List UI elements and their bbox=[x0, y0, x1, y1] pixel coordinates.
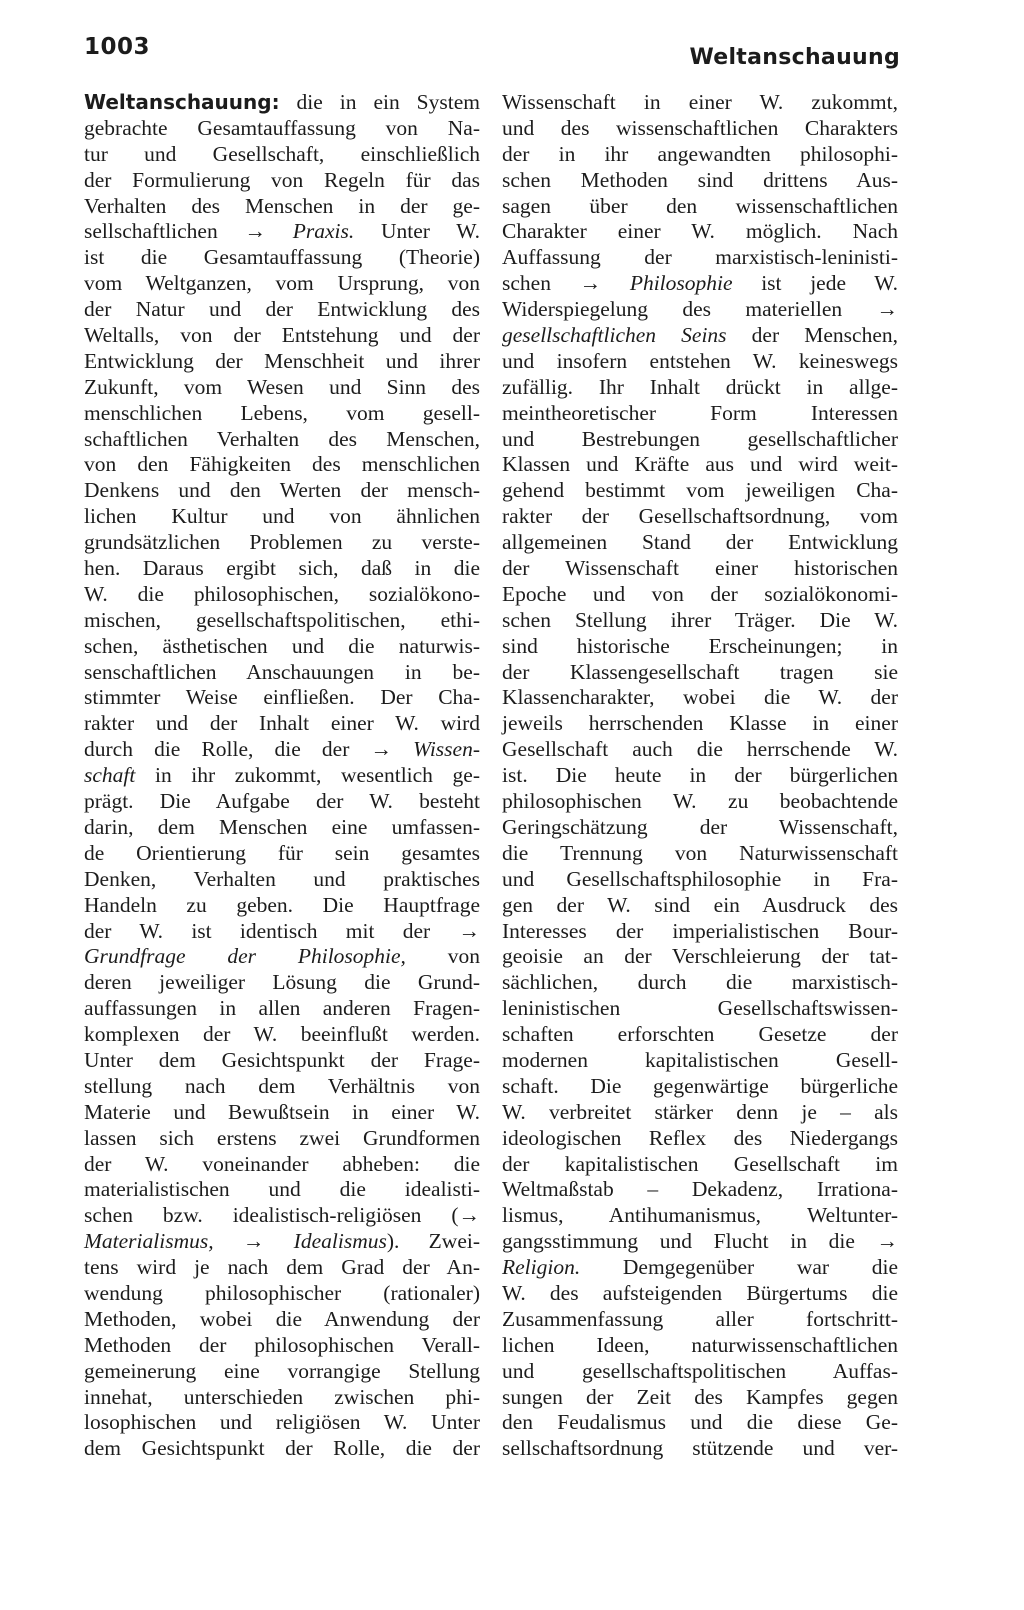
text-segment: tens wird je nach dem Grad der An- bbox=[84, 1255, 480, 1280]
text-line bbox=[502, 427, 898, 453]
text-segment: der W. ist identisch mit der → bbox=[84, 918, 480, 943]
text-segment: lichen Kultur und von ähnlichen bbox=[84, 504, 480, 529]
text-line bbox=[502, 867, 898, 893]
text-segment: Weltmaßstab – Dekadenz, Irrationa- bbox=[502, 1177, 898, 1202]
text-segment: deren jeweiliger Lösung die Grund- bbox=[84, 970, 480, 995]
text-line bbox=[502, 1177, 898, 1203]
text-line bbox=[84, 168, 480, 194]
text-segment: den Feudalismus und die diese Ge- bbox=[502, 1410, 898, 1435]
text-segment: der Menschen, bbox=[726, 323, 898, 348]
text-segment: Interesses der imperialistischen Bour- bbox=[502, 918, 898, 943]
text-segment: vom Weltganzen, vom Ursprung, von bbox=[84, 271, 480, 296]
text-segment: komplexen der W. beeinflußt werden. bbox=[84, 1022, 480, 1047]
text-line bbox=[84, 789, 480, 815]
text-segment: und insofern entstehen W. keineswegs bbox=[502, 348, 898, 373]
text-line bbox=[84, 245, 480, 271]
text-segment: gen der W. sind ein Ausdruck des bbox=[502, 892, 898, 917]
text-line bbox=[84, 1126, 480, 1152]
text-line bbox=[502, 375, 898, 401]
text-segment: prägt. Die Aufgabe der W. besteht bbox=[84, 789, 480, 814]
text-line bbox=[84, 1385, 480, 1411]
text-segment: Zukunft, vom Wesen und Sinn des bbox=[84, 374, 480, 399]
text-line bbox=[84, 1359, 480, 1385]
text-segment: lassen sich erstens zwei Grundformen bbox=[84, 1125, 480, 1150]
text-segment: gehend bestimmt vom jeweiligen Cha- bbox=[502, 478, 898, 503]
text-segment: schaft. Die gegenwärtige bürgerliche bbox=[502, 1073, 898, 1098]
text-segment: lismus, Antihumanismus, Weltunter- bbox=[502, 1203, 898, 1228]
text-segment: Geringschätzung der Wissenschaft, bbox=[502, 814, 898, 839]
text-line bbox=[502, 970, 898, 996]
cross-reference: Idealismus bbox=[293, 1229, 387, 1254]
text-line bbox=[84, 1152, 480, 1178]
text-line bbox=[84, 271, 480, 297]
text-segment: hen. Daraus ergibt sich, daß in die bbox=[84, 556, 480, 581]
text-line bbox=[84, 944, 480, 970]
text-line bbox=[84, 1177, 480, 1203]
text-segment: grundsätzlichen Problemen zu verste- bbox=[84, 530, 480, 555]
text-segment: Wissenschaft in einer W. zukommt, bbox=[502, 90, 898, 114]
text-line bbox=[502, 919, 898, 945]
text-line bbox=[84, 219, 480, 245]
text-segment: der Wissenschaft einer historischen bbox=[502, 556, 898, 581]
text-line bbox=[502, 1022, 898, 1048]
cross-reference: Grundfrage der Philosophie, bbox=[84, 944, 406, 969]
text-segment: sagen über den wissenschaftlichen bbox=[502, 193, 898, 218]
text-segment: de Orientierung für sein gesamtes bbox=[84, 840, 480, 865]
text-line bbox=[84, 556, 480, 582]
text-segment: der Natur und der Entwicklung des bbox=[84, 297, 480, 322]
text-segment: leninistischen Gesellschaftswissen- bbox=[502, 996, 898, 1021]
text-line bbox=[84, 349, 480, 375]
text-line bbox=[84, 478, 480, 504]
text-segment: schen bzw. idealistisch-religiösen (→ bbox=[84, 1203, 480, 1228]
text-line bbox=[84, 452, 480, 478]
text-segment: zufällig. Ihr Inhalt drückt in allge- bbox=[502, 374, 898, 399]
text-line bbox=[502, 841, 898, 867]
text-segment: sächlichen, durch die marxistisch- bbox=[502, 970, 898, 995]
text-segment: Weltalls, von der Entstehung und der bbox=[84, 323, 480, 348]
text-segment: rakter und der Inhalt einer W. wird bbox=[84, 711, 480, 736]
running-head: Weltanschauung bbox=[689, 45, 900, 70]
text-line bbox=[84, 1307, 480, 1333]
text-line bbox=[502, 194, 898, 220]
text-segment: geoisie an der Verschleierung der tat- bbox=[502, 944, 898, 969]
text-segment: philosophischen W. zu beobachtende bbox=[502, 789, 898, 814]
text-segment: menschlichen Lebens, vom gesell- bbox=[84, 400, 480, 425]
text-segment: der W. voneinander abheben: die bbox=[84, 1151, 480, 1176]
text-segment: sungen der Zeit des Kampfes gegen bbox=[502, 1384, 898, 1409]
text-line bbox=[84, 608, 480, 634]
text-line bbox=[84, 867, 480, 893]
text-line bbox=[502, 1281, 898, 1307]
text-line bbox=[84, 1048, 480, 1074]
text-segment: gangsstimmung und Flucht in die → bbox=[502, 1229, 898, 1254]
text-segment: in ihr zukommt, wesentlich ge- bbox=[135, 763, 480, 788]
text-segment: Verhalten des Menschen in der ge- bbox=[84, 193, 480, 218]
text-line bbox=[502, 634, 898, 660]
text-line bbox=[84, 530, 480, 556]
text-segment: innehat, unterschieden zwischen phi- bbox=[84, 1384, 480, 1409]
text-column-right bbox=[502, 90, 898, 1462]
text-line bbox=[84, 427, 480, 453]
text-line bbox=[502, 90, 898, 116]
text-line bbox=[502, 944, 898, 970]
text-segment: → bbox=[213, 1229, 294, 1254]
text-line bbox=[502, 1255, 898, 1281]
text-segment: schen → bbox=[502, 271, 630, 296]
text-segment: sellschaftlichen → bbox=[84, 219, 293, 244]
text-line bbox=[84, 737, 480, 763]
text-segment: dem Gesichtspunkt der Rolle, die der bbox=[84, 1436, 480, 1461]
text-line bbox=[502, 893, 898, 919]
text-line bbox=[502, 737, 898, 763]
text-line bbox=[502, 245, 898, 271]
text-line bbox=[502, 1307, 898, 1333]
text-line bbox=[502, 1203, 898, 1229]
text-segment: Zusammenfassung aller fortschritt- bbox=[502, 1306, 898, 1331]
text-line bbox=[84, 893, 480, 919]
text-line bbox=[502, 168, 898, 194]
text-segment: materialistischen und die idealisti- bbox=[84, 1177, 480, 1202]
text-line bbox=[84, 582, 480, 608]
text-line bbox=[84, 1333, 480, 1359]
text-line bbox=[502, 608, 898, 634]
text-segment: Demgegenüber war die bbox=[580, 1255, 898, 1280]
text-segment: schen, ästhetischen und die naturwis- bbox=[84, 633, 480, 658]
text-line bbox=[502, 219, 898, 245]
text-line bbox=[502, 1152, 898, 1178]
text-segment: allgemeinen Stand der Entwicklung bbox=[502, 530, 898, 555]
text-line bbox=[502, 996, 898, 1022]
text-segment: ist. Die heute in der bürgerlichen bbox=[502, 763, 898, 788]
text-segment: senschaftlichen Anschauungen in be- bbox=[84, 659, 480, 684]
text-segment: auffassungen in allen anderen Fragen- bbox=[84, 996, 480, 1021]
text-segment: und Gesellschaftsphilosophie in Fra- bbox=[502, 866, 898, 891]
text-segment: Denkens und den Werten der mensch- bbox=[84, 478, 480, 503]
text-segment: meintheoretischer Form Interessen bbox=[502, 400, 898, 425]
text-segment: Materie und Bewußtsein in einer W. bbox=[84, 1099, 480, 1124]
text-line bbox=[502, 452, 898, 478]
text-segment: der in ihr angewandten philosophi- bbox=[502, 141, 898, 166]
text-line bbox=[84, 1100, 480, 1126]
text-line bbox=[84, 297, 480, 323]
text-line bbox=[502, 582, 898, 608]
text-line bbox=[84, 634, 480, 660]
text-line bbox=[84, 1229, 480, 1255]
text-line bbox=[84, 142, 480, 168]
text-line bbox=[502, 556, 898, 582]
text-line bbox=[84, 660, 480, 686]
text-segment: und gesellschaftspolitischen Auffas- bbox=[502, 1358, 898, 1383]
text-segment: der Klassengesellschaft tragen sie bbox=[502, 659, 898, 684]
text-segment: sind historische Erscheinungen; in bbox=[502, 633, 898, 658]
text-line bbox=[84, 194, 480, 220]
text-line bbox=[84, 763, 480, 789]
text-segment: sellschaftsordnung stützende und ver- bbox=[502, 1436, 898, 1461]
text-segment: die in ein System bbox=[279, 90, 480, 114]
text-segment: losophischen und religiösen W. Unter bbox=[84, 1410, 480, 1435]
text-segment: modernen kapitalistischen Gesell- bbox=[502, 1047, 898, 1072]
text-line bbox=[84, 685, 480, 711]
text-segment: ist jede W. bbox=[732, 271, 898, 296]
text-segment: Widerspiegelung des materiellen → bbox=[502, 297, 898, 322]
text-line bbox=[84, 841, 480, 867]
text-line bbox=[84, 116, 480, 142]
cross-reference: gesellschaftlichen Seins bbox=[502, 323, 727, 348]
text-segment: Methoden der philosophischen Verall- bbox=[84, 1332, 480, 1357]
text-segment: von bbox=[405, 944, 480, 969]
text-segment: W. des aufsteigenden Bürgertums die bbox=[502, 1280, 898, 1305]
text-segment: Klassencharakter, wobei die W. der bbox=[502, 685, 898, 710]
text-segment: ). Zwei- bbox=[386, 1229, 480, 1254]
text-line bbox=[84, 504, 480, 530]
text-line bbox=[84, 1074, 480, 1100]
text-segment: stimmter Weise einfließen. Der Cha- bbox=[84, 685, 480, 710]
text-line bbox=[502, 1048, 898, 1074]
text-segment: W. die philosophischen, sozialökono- bbox=[84, 581, 480, 606]
text-segment: schen Methoden sind drittens Aus- bbox=[502, 167, 898, 192]
text-line bbox=[84, 711, 480, 737]
text-segment: Unter dem Gesichtspunkt der Frage- bbox=[84, 1047, 480, 1072]
text-line bbox=[502, 401, 898, 427]
text-segment: Methoden, wobei die Anwendung der bbox=[84, 1306, 480, 1331]
text-line bbox=[84, 970, 480, 996]
text-line bbox=[502, 1436, 898, 1462]
text-line bbox=[84, 1203, 480, 1229]
text-line bbox=[502, 1229, 898, 1255]
text-line bbox=[84, 919, 480, 945]
text-line bbox=[502, 1074, 898, 1100]
text-segment: der kapitalistischen Gesellschaft im bbox=[502, 1151, 898, 1176]
text-segment: und des wissenschaftlichen Charakters bbox=[502, 115, 898, 140]
text-line bbox=[84, 401, 480, 427]
text-segment: Denken, Verhalten und praktisches bbox=[84, 866, 480, 891]
text-segment: schen Stellung ihrer Träger. Die W. bbox=[502, 607, 898, 632]
text-segment: wendung philosophischer (rationaler) bbox=[84, 1280, 480, 1305]
text-segment: von den Fähigkeiten des menschlichen bbox=[84, 452, 480, 477]
text-line bbox=[84, 90, 480, 116]
text-segment: Handeln zu geben. Die Hauptfrage bbox=[84, 892, 480, 917]
cross-reference: Praxis. bbox=[292, 219, 355, 244]
text-line bbox=[502, 271, 898, 297]
text-line bbox=[84, 1436, 480, 1462]
text-column-left bbox=[84, 90, 480, 1462]
text-line bbox=[502, 478, 898, 504]
text-line bbox=[502, 323, 898, 349]
text-line bbox=[502, 1359, 898, 1385]
text-line bbox=[502, 711, 898, 737]
text-line bbox=[84, 375, 480, 401]
text-segment: lichen Ideen, naturwissenschaftlichen bbox=[502, 1332, 898, 1357]
text-line bbox=[84, 1022, 480, 1048]
text-line bbox=[502, 660, 898, 686]
text-segment: schaftlichen Verhalten des Menschen, bbox=[84, 426, 480, 451]
text-line bbox=[502, 530, 898, 556]
entry-headword: Weltanschauung: bbox=[84, 90, 280, 114]
text-line bbox=[502, 116, 898, 142]
text-segment: ideologischen Reflex des Niedergangs bbox=[502, 1125, 898, 1150]
cross-reference: Materialismus, bbox=[84, 1229, 214, 1254]
text-line bbox=[502, 685, 898, 711]
text-segment: der Formulierung von Regeln für das bbox=[84, 167, 480, 192]
text-line bbox=[502, 504, 898, 530]
text-line bbox=[502, 1100, 898, 1126]
text-segment: Entwicklung der Menschheit und ihrer bbox=[84, 348, 480, 373]
text-line bbox=[502, 1126, 898, 1152]
page-number: 1003 bbox=[84, 34, 151, 60]
text-line bbox=[502, 1333, 898, 1359]
text-line bbox=[502, 297, 898, 323]
text-segment: die Trennung von Naturwissenschaft bbox=[502, 840, 898, 865]
text-line bbox=[84, 1410, 480, 1436]
text-segment: W. verbreitet stärker denn je – als bbox=[502, 1099, 898, 1124]
text-segment: tur und Gesellschaft, einschließlich bbox=[84, 141, 480, 166]
cross-reference: Philosophie bbox=[629, 271, 733, 296]
cross-reference: Wissen- bbox=[413, 737, 480, 762]
text-line bbox=[502, 349, 898, 375]
text-segment: gemeinerung eine vorrangige Stellung bbox=[84, 1358, 480, 1383]
text-line bbox=[502, 1410, 898, 1436]
text-segment: durch die Rolle, die der → bbox=[84, 737, 414, 762]
text-segment: schaften erforschten Gesetze der bbox=[502, 1022, 898, 1047]
text-segment: Charakter einer W. möglich. Nach bbox=[502, 219, 898, 244]
text-line bbox=[84, 1255, 480, 1281]
text-segment: jeweils herrschenden Klasse in einer bbox=[502, 711, 898, 736]
text-line bbox=[502, 1385, 898, 1411]
cross-reference: Religion. bbox=[502, 1255, 581, 1280]
text-segment: Klassen und Kräfte aus und wird weit- bbox=[502, 452, 898, 477]
text-segment: Epoche und von der sozialökonomi- bbox=[502, 581, 898, 606]
text-line bbox=[502, 789, 898, 815]
text-segment: mischen, gesellschaftspolitischen, ethi- bbox=[84, 607, 480, 632]
text-line bbox=[84, 323, 480, 349]
text-segment: Unter W. bbox=[354, 219, 480, 244]
text-segment: Auffassung der marxistisch-leninisti- bbox=[502, 245, 898, 270]
text-segment: gebrachte Gesamtauffassung von Na- bbox=[84, 115, 480, 140]
text-line bbox=[84, 996, 480, 1022]
text-segment: rakter der Gesellschaftsordnung, vom bbox=[502, 504, 898, 529]
text-line bbox=[502, 763, 898, 789]
text-line bbox=[84, 815, 480, 841]
text-line bbox=[84, 1281, 480, 1307]
text-line bbox=[502, 815, 898, 841]
cross-reference: schaft bbox=[84, 763, 136, 788]
text-segment: Gesellschaft auch die herrschende W. bbox=[502, 737, 898, 762]
text-segment: und Bestrebungen gesellschaftlicher bbox=[502, 426, 898, 451]
text-segment: darin, dem Menschen eine umfassen- bbox=[84, 814, 480, 839]
text-segment: ist die Gesamtauffassung (Theorie) bbox=[84, 245, 480, 270]
text-line bbox=[502, 142, 898, 168]
text-segment: stellung nach dem Verhältnis von bbox=[84, 1073, 480, 1098]
